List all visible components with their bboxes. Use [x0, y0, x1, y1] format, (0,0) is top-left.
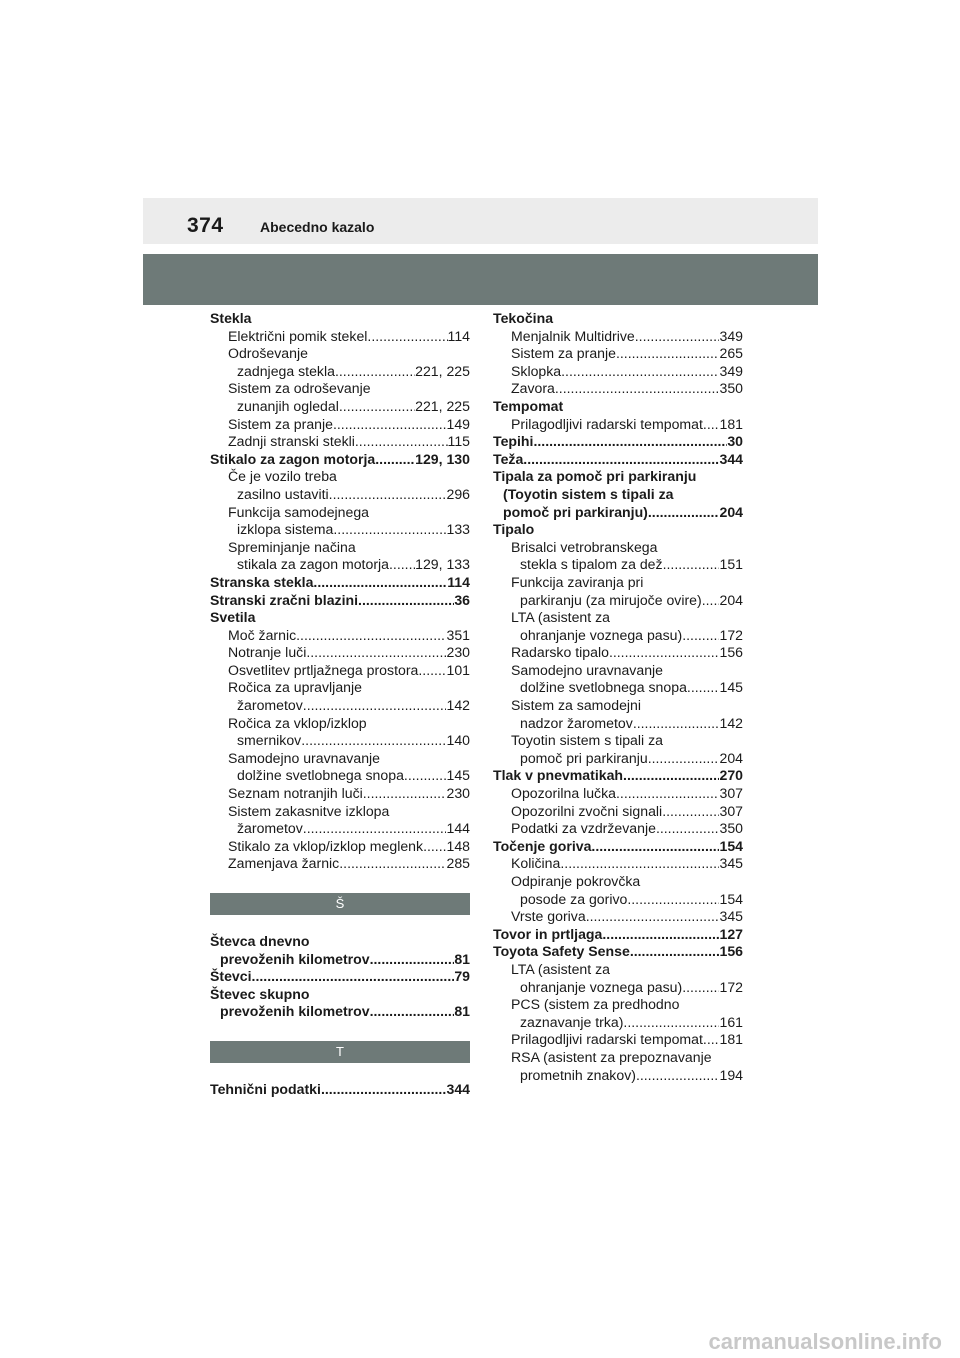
index-entry-label: Funkcija samodejnega	[228, 503, 370, 520]
index-heading: Stekla	[210, 310, 252, 326]
index-entry-label: Spreminjanje načina	[228, 538, 356, 555]
index-heading-entry: Tepihi ..... 30	[493, 433, 743, 451]
index-entry: zadnjega stekla ..... 221, 225	[210, 363, 470, 381]
index-entry-label: Odroševanje	[228, 345, 308, 362]
index-entry: Sklopka ..... 349	[493, 363, 743, 381]
section-title: Abecedno kazalo	[260, 219, 375, 235]
index-entry-label: LTA (asistent za	[511, 609, 610, 626]
index-heading: Tekočina	[493, 310, 554, 326]
index-column-right	[493, 310, 743, 1084]
index-entry-label: PCS (sistem za predhodno	[511, 996, 680, 1013]
index-heading-entry: Stikalo za zagon motorja ..... 129, 130	[210, 451, 470, 469]
index-entry: dolžine svetlobnega snopa ..... 145	[493, 679, 743, 697]
index-entry: Notranje luči ..... 230	[210, 644, 470, 662]
index-entry-label: Samodejno uravnavanje	[228, 749, 381, 766]
index-heading: Števca dnevno	[210, 933, 310, 949]
index-entry-label: Sistem za odroševanje	[228, 380, 371, 397]
index-heading-entry: Toyota Safety Sense ..... 156	[493, 943, 743, 961]
index-heading-entry: prevoženih kilometrov ..... 81	[210, 951, 470, 969]
index-entry: žarometov ..... 142	[210, 697, 470, 715]
index-entry-label: Brisalci vetrobranskega	[511, 538, 658, 555]
index-entry: Opozorilna lučka ..... 307	[493, 785, 743, 803]
index-heading-entry: pomoč pri parkiranju) ..... 204	[493, 504, 743, 522]
index-entry: stikala za zagon motorja ..... 129, 133	[210, 556, 470, 574]
index-entry: prometnih znakov) ..... 194	[493, 1067, 743, 1085]
index-entry: Sistem za pranje ..... 265	[493, 345, 743, 363]
index-entry: Električni pomik stekel ..... 114	[210, 328, 470, 346]
index-entry: žarometov ..... 144	[210, 820, 470, 838]
index-entry: Radarsko tipalo ..... 156	[493, 644, 743, 662]
index-heading-entry: Tovor in prtljaga ..... 127	[493, 926, 743, 944]
index-entry-label: RSA (asistent za prepoznavanje	[511, 1048, 712, 1065]
index-heading-entry: Stranska stekla ..... 114	[210, 574, 470, 592]
index-entry: smernikov ..... 140	[210, 732, 470, 750]
header-gray-bar	[143, 254, 818, 305]
index-entry-label: Samodejno uravnavanje	[511, 661, 664, 678]
index-entry-label: Če je vozilo treba	[228, 468, 337, 485]
index-entry: nadzor žarometov ..... 142	[493, 715, 743, 733]
index-heading-entry: Stranski zračni blazini ..... 36	[210, 592, 470, 610]
index-entry-label: Funkcija zaviranja pri	[511, 573, 644, 590]
index-entry: zaznavanje trka) ..... 161	[493, 1014, 743, 1032]
index-entry: Zamenjava žarnic ..... 285	[210, 855, 470, 873]
index-entry: zasilno ustaviti ..... 296	[210, 486, 470, 504]
index-entry: Prilagodljivi radarski tempomat ..... 181	[493, 1031, 743, 1049]
index-entry: dolžine svetlobnega snopa ..... 145	[210, 767, 470, 785]
index-heading-entry: Števci ..... 79	[210, 968, 470, 986]
index-entry-label: Ročica za vklop/izklop	[228, 714, 367, 731]
letter-divider-s: Š	[210, 893, 470, 915]
index-entry: Zadnji stranski stekli ..... 115	[210, 433, 470, 451]
index-entry: stekla s tipalom za dež ..... 151	[493, 556, 743, 574]
index-heading-entry: prevoženih kilometrov ..... 81	[210, 1003, 470, 1021]
index-entry: Prilagodljivi radarski tempomat ..... 181	[493, 416, 743, 434]
index-entry-label: Sistem zakasnitve izklopa	[228, 802, 390, 819]
index-entry: Opozorilni zvočni signali ..... 307	[493, 803, 743, 821]
index-entry: ohranjanje voznega pasu) ..... 172	[493, 627, 743, 645]
index-entry-label: Toyotin sistem s tipali za	[511, 732, 663, 749]
index-entry: parkiranju (za mirujoče ovire) ..... 204	[493, 592, 743, 610]
letter-divider-t: T	[210, 1041, 470, 1063]
index-heading: (Toyotin sistem s tipali za	[503, 485, 674, 502]
index-heading-entry: Tehnični podatki ..... 344	[210, 1081, 470, 1099]
index-entry: pomoč pri parkiranju ..... 204	[493, 750, 743, 768]
watermark: carmanualsonline.info	[708, 1329, 942, 1354]
index-entry: Osvetlitev prtljažnega prostora ..... 101	[210, 662, 470, 680]
index-entry: Količina ..... 345	[493, 855, 743, 873]
header-band	[143, 198, 818, 244]
index-heading: Tipalo	[493, 521, 535, 538]
index-entry-label: LTA (asistent za	[511, 960, 610, 977]
index-heading-entry: Tlak v pnevmatikah ..... 270	[493, 767, 743, 785]
index-entry: posode za gorivo ..... 154	[493, 891, 743, 909]
index-heading-entry: Teža ..... 344	[493, 451, 743, 469]
index-entry: zunanjih ogledal ..... 221, 225	[210, 398, 470, 416]
index-entry-label: Sistem za samodejni	[511, 697, 642, 714]
index-heading: Tipala za pomoč pri parkiranju	[493, 468, 697, 485]
index-heading: Svetila	[210, 609, 256, 626]
index-heading: Števec skupno	[210, 985, 310, 1002]
index-entry: ohranjanje voznega pasu) ..... 172	[493, 979, 743, 997]
index-entry: Seznam notranjih luči ..... 230	[210, 785, 470, 803]
index-entry: Stikalo za vklop/izklop meglenk ..... 148	[210, 838, 470, 856]
page-number: 374	[187, 214, 224, 237]
index-entry: izklopa sistema ..... 133	[210, 521, 470, 539]
index-entry: Moč žarnic ..... 351	[210, 627, 470, 645]
index-entry-label: Odpiranje pokrovčka	[511, 873, 641, 889]
index-entry: Sistem za pranje ..... 149	[210, 416, 470, 434]
index-entry-label: Ročica za upravljanje	[228, 679, 362, 696]
index-entry: Vrste goriva ..... 345	[493, 908, 743, 926]
index-heading: Tempomat	[493, 397, 564, 414]
index-column-left	[210, 310, 470, 1099]
index-entry: Zavora ..... 350	[493, 380, 743, 398]
index-entry: Podatki za vzdrževanje ..... 350	[493, 820, 743, 838]
index-heading-entry: Točenje goriva ..... 154	[493, 838, 743, 856]
index-entry: Menjalnik Multidrive ..... 349	[493, 328, 743, 346]
